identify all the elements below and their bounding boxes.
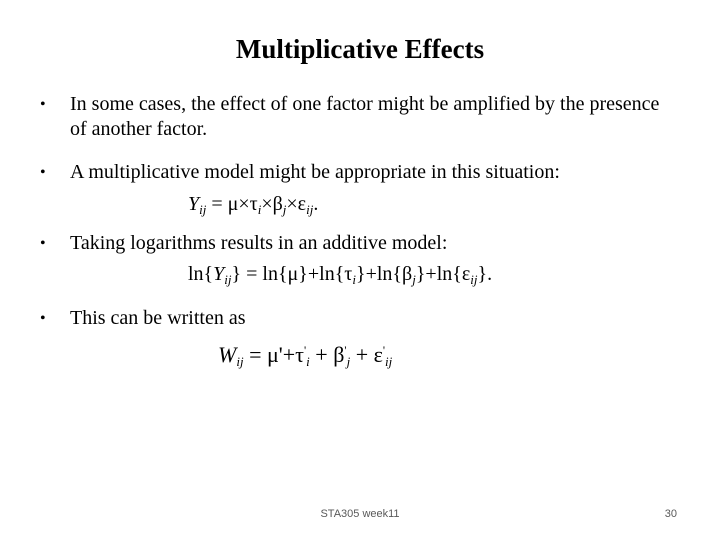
bullet-item [40, 306, 680, 331]
eq-subscript: ij [470, 272, 478, 287]
eq-text: ×ε [286, 193, 307, 215]
eq-symbol: W [218, 342, 237, 367]
bullet-text: In some cases, the effect of one factor might be amplified by the presence of another factor. [70, 93, 660, 140]
eq-symbol: Y [188, 193, 200, 215]
eq-subscript: j [346, 354, 351, 369]
eq-subscript: j [412, 272, 416, 287]
bullet-dot: • [40, 310, 46, 327]
eq-prime: ' [344, 343, 347, 357]
slide-title: Multiplicative Effects [235, 34, 485, 64]
eq-subscript: ij [385, 354, 393, 369]
eq-text: . [313, 193, 319, 215]
slide-footer: STA305 week11 [320, 508, 400, 520]
bullet-text: Taking logarithms results in an additive model: [70, 232, 448, 254]
eq-text: + β [309, 342, 345, 367]
eq-text: }+ln{ε [415, 263, 471, 285]
eq-subscript: ij [199, 202, 207, 217]
bullet-dot: • [40, 164, 46, 181]
bullet-dot: • [40, 235, 46, 252]
bullet-dot: • [40, 96, 46, 113]
bullet-item [40, 160, 680, 185]
eq-text: = μ'+τ [243, 342, 304, 367]
eq-text: }. [477, 263, 493, 285]
eq-text: = μ×τ [206, 193, 258, 215]
eq-text: ×β [261, 193, 283, 215]
bullet-text: A multiplicative model might be appropriate in this situation: [70, 161, 560, 183]
eq-subscript: i [306, 354, 310, 369]
eq-subscript: i [352, 272, 356, 287]
eq-prime: ' [303, 343, 307, 357]
eq-subscript: j [282, 202, 287, 217]
eq-text: }+ln{β [355, 263, 413, 285]
eq-subscript: ij [236, 354, 244, 369]
multiplicative-model-equation [188, 193, 318, 216]
eq-subscript: ij [306, 202, 314, 217]
log-additive-equation [188, 263, 492, 286]
eq-subscript: i [257, 202, 262, 217]
eq-subscript: ij [224, 272, 232, 287]
eq-text: ln{ [188, 263, 214, 285]
page-number: 30 [664, 508, 677, 520]
eq-prime: ' [382, 343, 386, 357]
eq-text: } = ln{μ}+ln{τ [231, 263, 353, 285]
eq-symbol: Y [213, 263, 225, 285]
bullet-text: This can be written as [70, 307, 246, 329]
bullet-item [40, 231, 680, 256]
rewritten-equation [218, 342, 392, 368]
eq-text: + ε [350, 342, 383, 367]
bullet-item [40, 92, 680, 142]
